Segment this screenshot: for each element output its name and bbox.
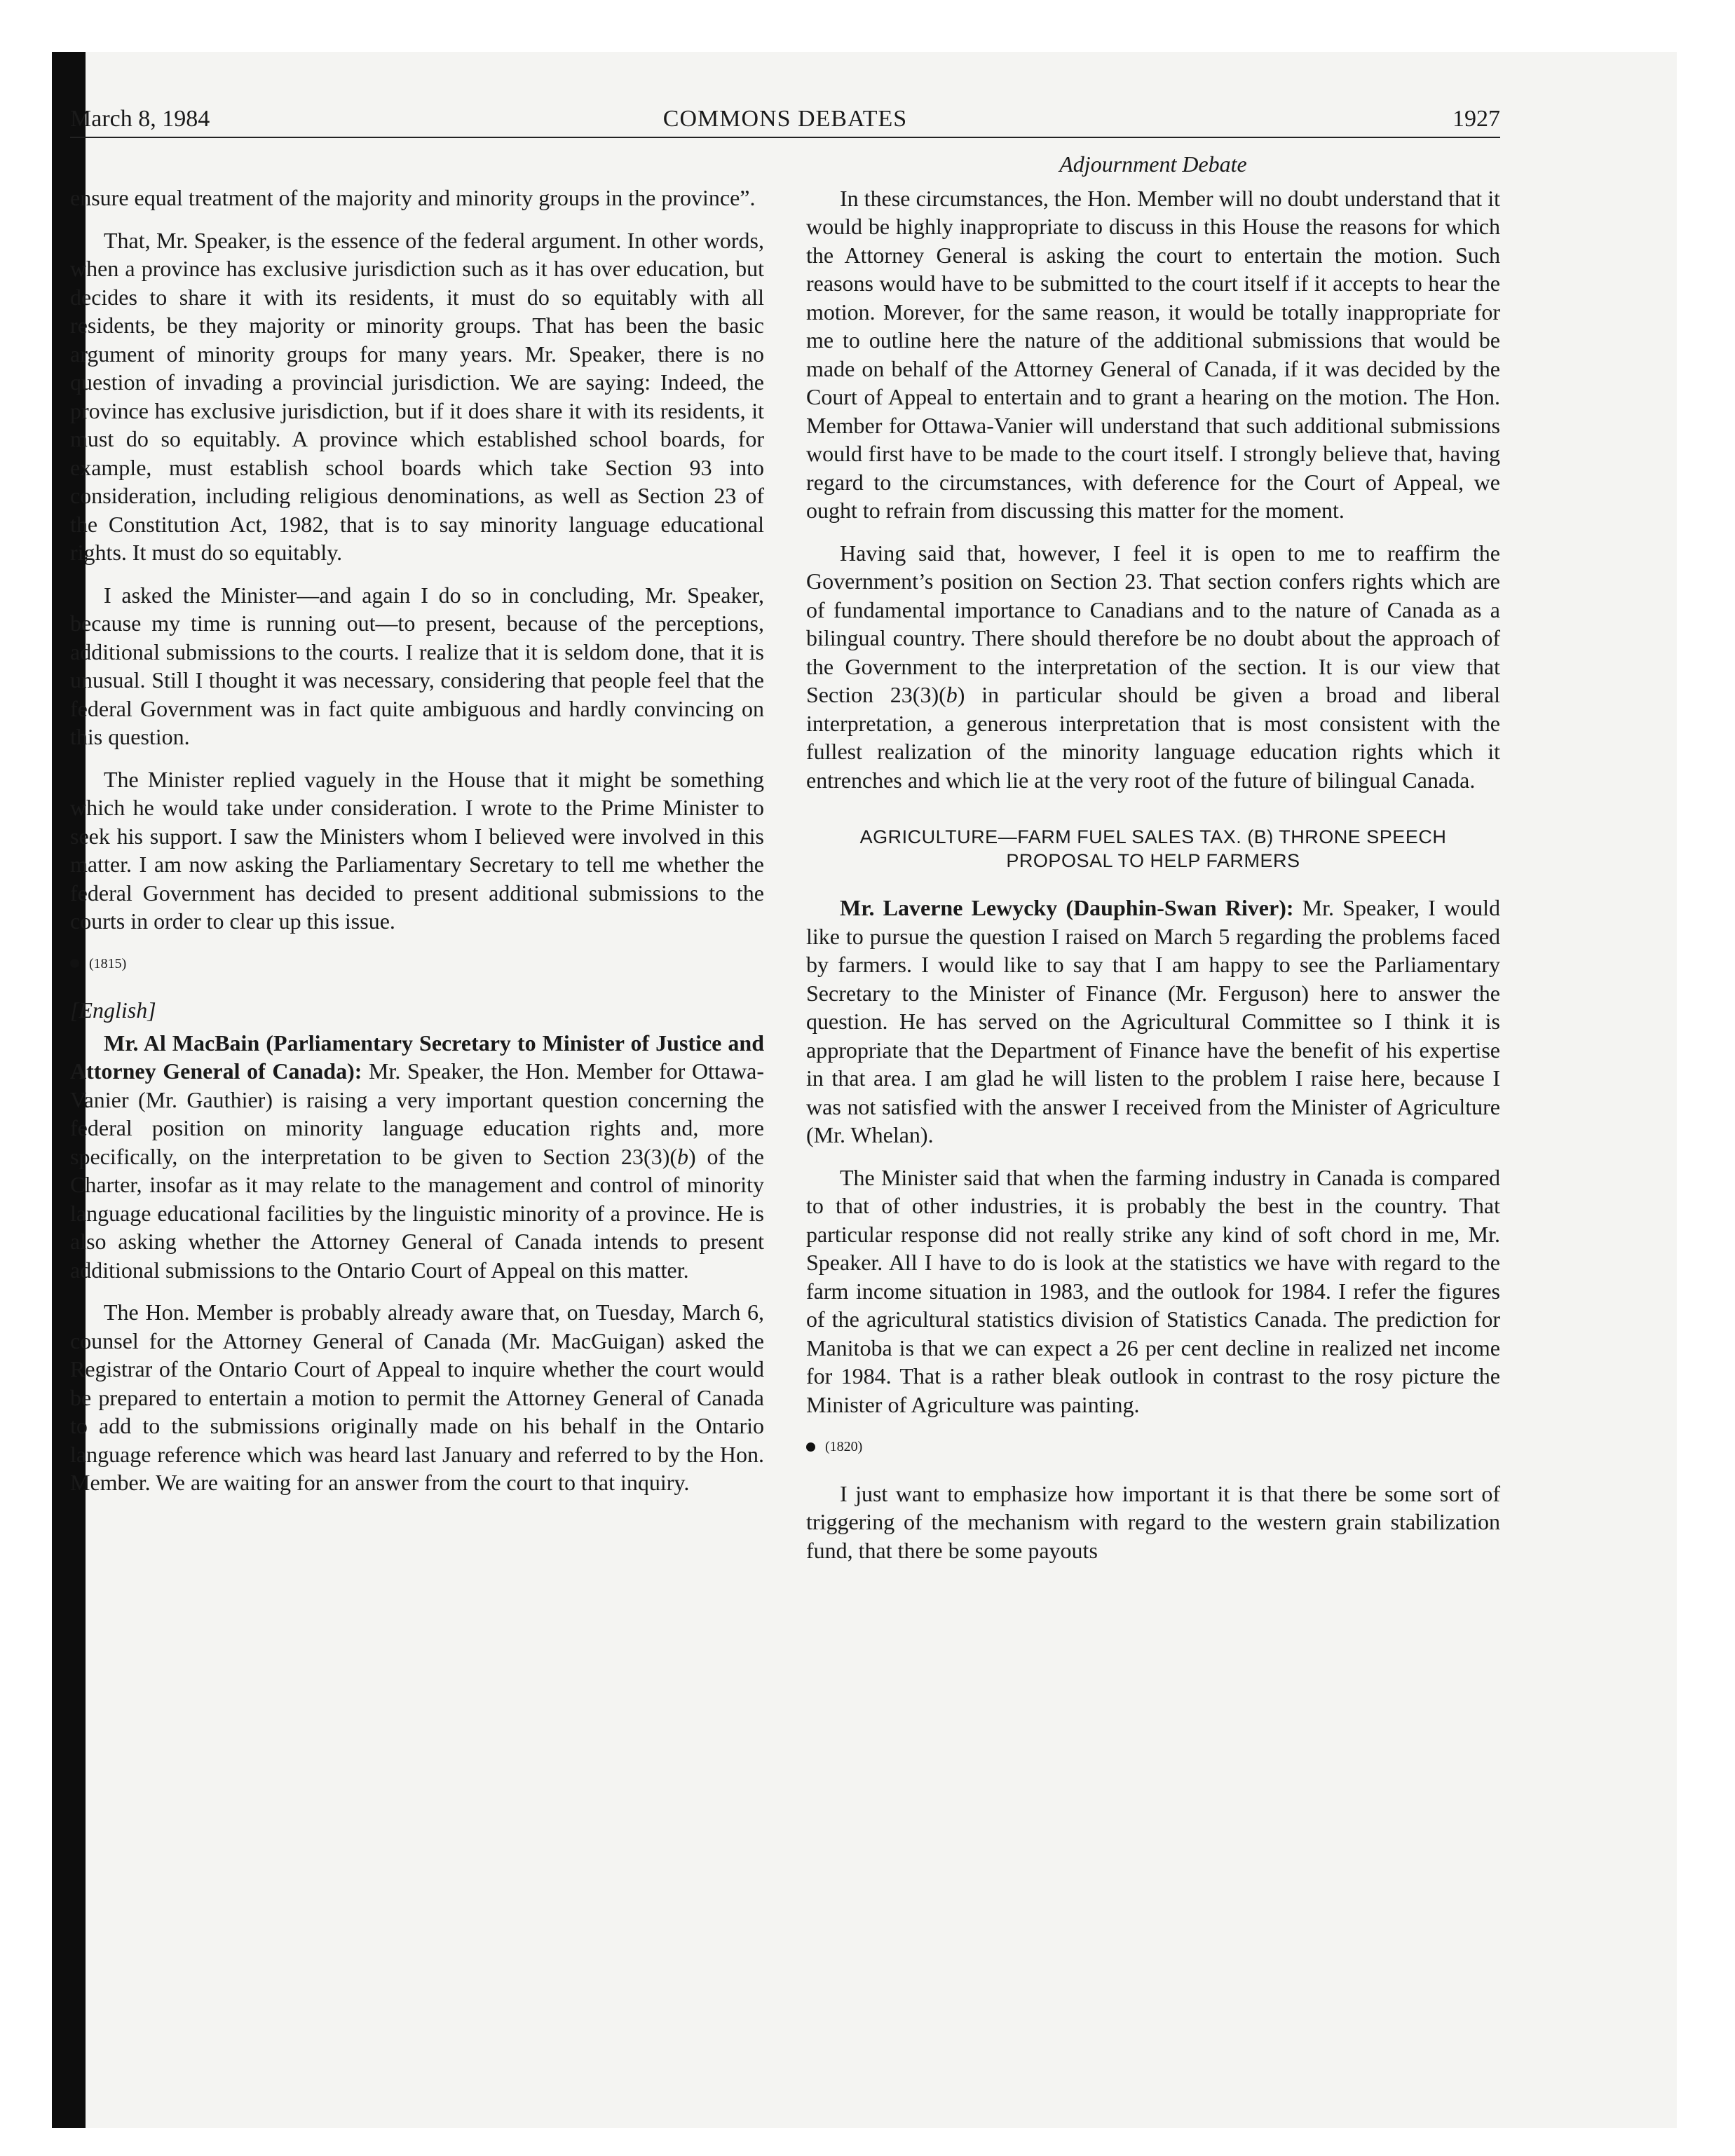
paragraph-text: ) in particular should be given a broad and liberal interpretation, a generous interpretation that is most consistent with the fullest realization of the minority language education rights which it entrenches and which lie at the very root of the future of bilingual Canada.: [806, 682, 1501, 793]
bullet-icon: [806, 1442, 815, 1452]
right-column: [806, 151, 1501, 1578]
running-head: Adjournment Debate: [1059, 151, 1247, 177]
page-header: [70, 95, 1500, 138]
paragraph: ensure equal treatment of the majority and minority groups in the province”.: [70, 185, 756, 210]
speech-text: Mr. Speaker, the Hon. Member for Ottawa-Vanier (Mr. Gauthier) is raising a very important question concerning the federal position on minority language education rights and, more specifically, on the interpretation to be given to Section 23(3)(: [70, 1058, 764, 1169]
paragraph: [806, 539, 1500, 795]
language-marker: [English]: [70, 997, 156, 1023]
header-title: COMMONS DEBATES: [662, 106, 908, 132]
section-heading-line: PROPOSAL TO HELP FARMERS: [1006, 850, 1300, 871]
speech-paragraph: [70, 1029, 764, 1285]
paragraph: The Hon. Member is probably already aware that, on Tuesday, March 6, counsel for the Attorney General of Canada (Mr. MacGuigan) asked the Registrar of the Ontario Court of Appeal to inquire whether the court would be prepared to entertain a motion to permit the Attorney General of Canada to add to the submissions originally made on his behalf in the Ontario language reference which was heard last January and referred to by the Hon. Member. We are waiting for an answer from the court to that inquiry.: [70, 1299, 764, 1495]
bullet-icon: [70, 959, 79, 968]
paragraph: In these circumstances, the Hon. Member will no doubt understand that it would be highly inappropriate to discuss in this House the reasons for which the Attorney General is asking the court to entertain the motion. Such reasons would have to be submitted to the court itself if it accepts to hear the motion. Morever, for the same reason, it would be totally inappropriate for me to outline here the nature of the additional submissions that would be made on behalf of the Attorney General of Canada, if it was decided by the Court of Appeal to entertain and to grant a hearing on the motion. The Hon. Member for Ottawa-Vanier will understand that such additional submissions would first have to be made to the court itself. I strongly believe that, having regard to the circumstances, with deference for the Court of Appeal, we ought to refrain from discussing this matter for the moment.: [806, 185, 1500, 523]
section-heading-line: AGRICULTURE—FARM FUEL SALES TAX. (B) THRONE SPEECH: [859, 826, 1447, 847]
speaker-name: Mr. Laverne Lewycky (Dauphin-Swan River):: [840, 895, 1294, 920]
header-date: March 8, 1984: [70, 106, 210, 132]
speech-paragraph: [806, 894, 1500, 1149]
italic-text: b: [677, 1143, 689, 1169]
timestamp: [70, 950, 764, 978]
timestamp: [806, 1433, 1500, 1461]
speech-text: Mr. Speaker, I would like to pursue the question I raised on March 5 regarding the problems faced by farmers. I would like to say that I am happy to see the Parliamentary Secretary to the Minister of Finance (Mr. Ferguson) here to answer the question. He has served on the Agricultural Committee so I think it is appropriate that the Department of Finance have the benefit of his expertise in that area. I am glad he will listen to the problem I raise here, because I was not satisfied with the answer I received from the Minister of Agriculture (Mr. Whelan).: [806, 895, 1501, 1147]
paragraph: That, Mr. Speaker, is the essence of the federal argument. In other words, when a province has exclusive jurisdiction such as it has over education, but decides to share it with its residents, it must do so equitably with all residents, be they majority or minority groups. That has been the basic argument of minority groups for many years. Mr. Speaker, there is no question of invading a provincial jurisdiction. We are saying: Indeed, the province has exclusive jurisdiction, but if it does share it with its residents, it must do so equitably. A province which established school boards, for example, must establish school boards which take Section 93 into consideration, including religious denominations, as well as Section 23 of the Constitution Act, 1982, that is to say minority language educational rights. It must do so equitably.: [70, 227, 764, 565]
section-heading: [806, 825, 1500, 873]
timestamp-text: (1815): [89, 955, 127, 971]
paragraph: I asked the Minister—and again I do so in concluding, Mr. Speaker, because my time is running out—to present, because of the perceptions, additional submissions to the courts. I realize that it is seldom done, that it is unusual. Still I thought it was necessary, considering that people feel that the federal Government was in fact quite ambiguous and hardly convincing on this question.: [70, 582, 764, 749]
left-column: [70, 184, 764, 1511]
italic-text: b: [946, 682, 958, 707]
header-page-number: 1927: [1452, 106, 1500, 132]
speech-text: ) of the Charter, insofar as it may relate to the management and control of minority language educational facilities by the linguistic minority of a province. He is also asking whether the Attorney General of Canada intends to present additional submissions to the Ontario Court of Appeal on this matter.: [70, 1143, 765, 1283]
paragraph: The Minister said that when the farming industry in Canada is compared to that of other industries, it is probably the best in the country. That particular response did not really strike any kind of soft chord in me, Mr. Speaker. All I have to do is look at the statistics we have with regard to the farm income situation in 1983, and the outlook for 1984. I refer the figures of the agricultural statistics division of Statistics Canada. The prediction for Manitoba is that we can expect a 26 per cent decline in realized net income for 1984. That is a rather bleak outlook in contrast to the rosy picture the Minister of Agriculture was painting.: [806, 1164, 1500, 1417]
paragraph-text: Having said that, however, I feel it is open to me to reaffirm the Government’s position on Section 23. That section confers rights which are of fundamental importance to Canadians and to the nature of Canada as a bilingual country. There should therefore be no doubt about the approach of the Government to the interpretation of the section. It is our view that Section 23(3)(: [806, 540, 1500, 707]
paragraph: The Minister replied vaguely in the House that it might be something which he would take under consideration. I wrote to the Prime Minister to seek his support. I saw the Ministers whom I believed were involved in this matter. I am now asking the Parliamentary Secretary to tell me whether the federal Government has decided to present additional submissions to the courts in order to clear up this issue.: [70, 766, 764, 934]
paragraph: I just want to emphasize how important it is that there be some sort of triggering of the mechanism with regard to the western grain stabilization fund, that there be some payouts: [806, 1480, 1500, 1563]
timestamp-text: (1820): [825, 1439, 863, 1454]
speaker-name: Mr. Al MacBain (Parliamentary Secretary to Minister of Justice and Attorney General of Canada):: [70, 1030, 764, 1084]
